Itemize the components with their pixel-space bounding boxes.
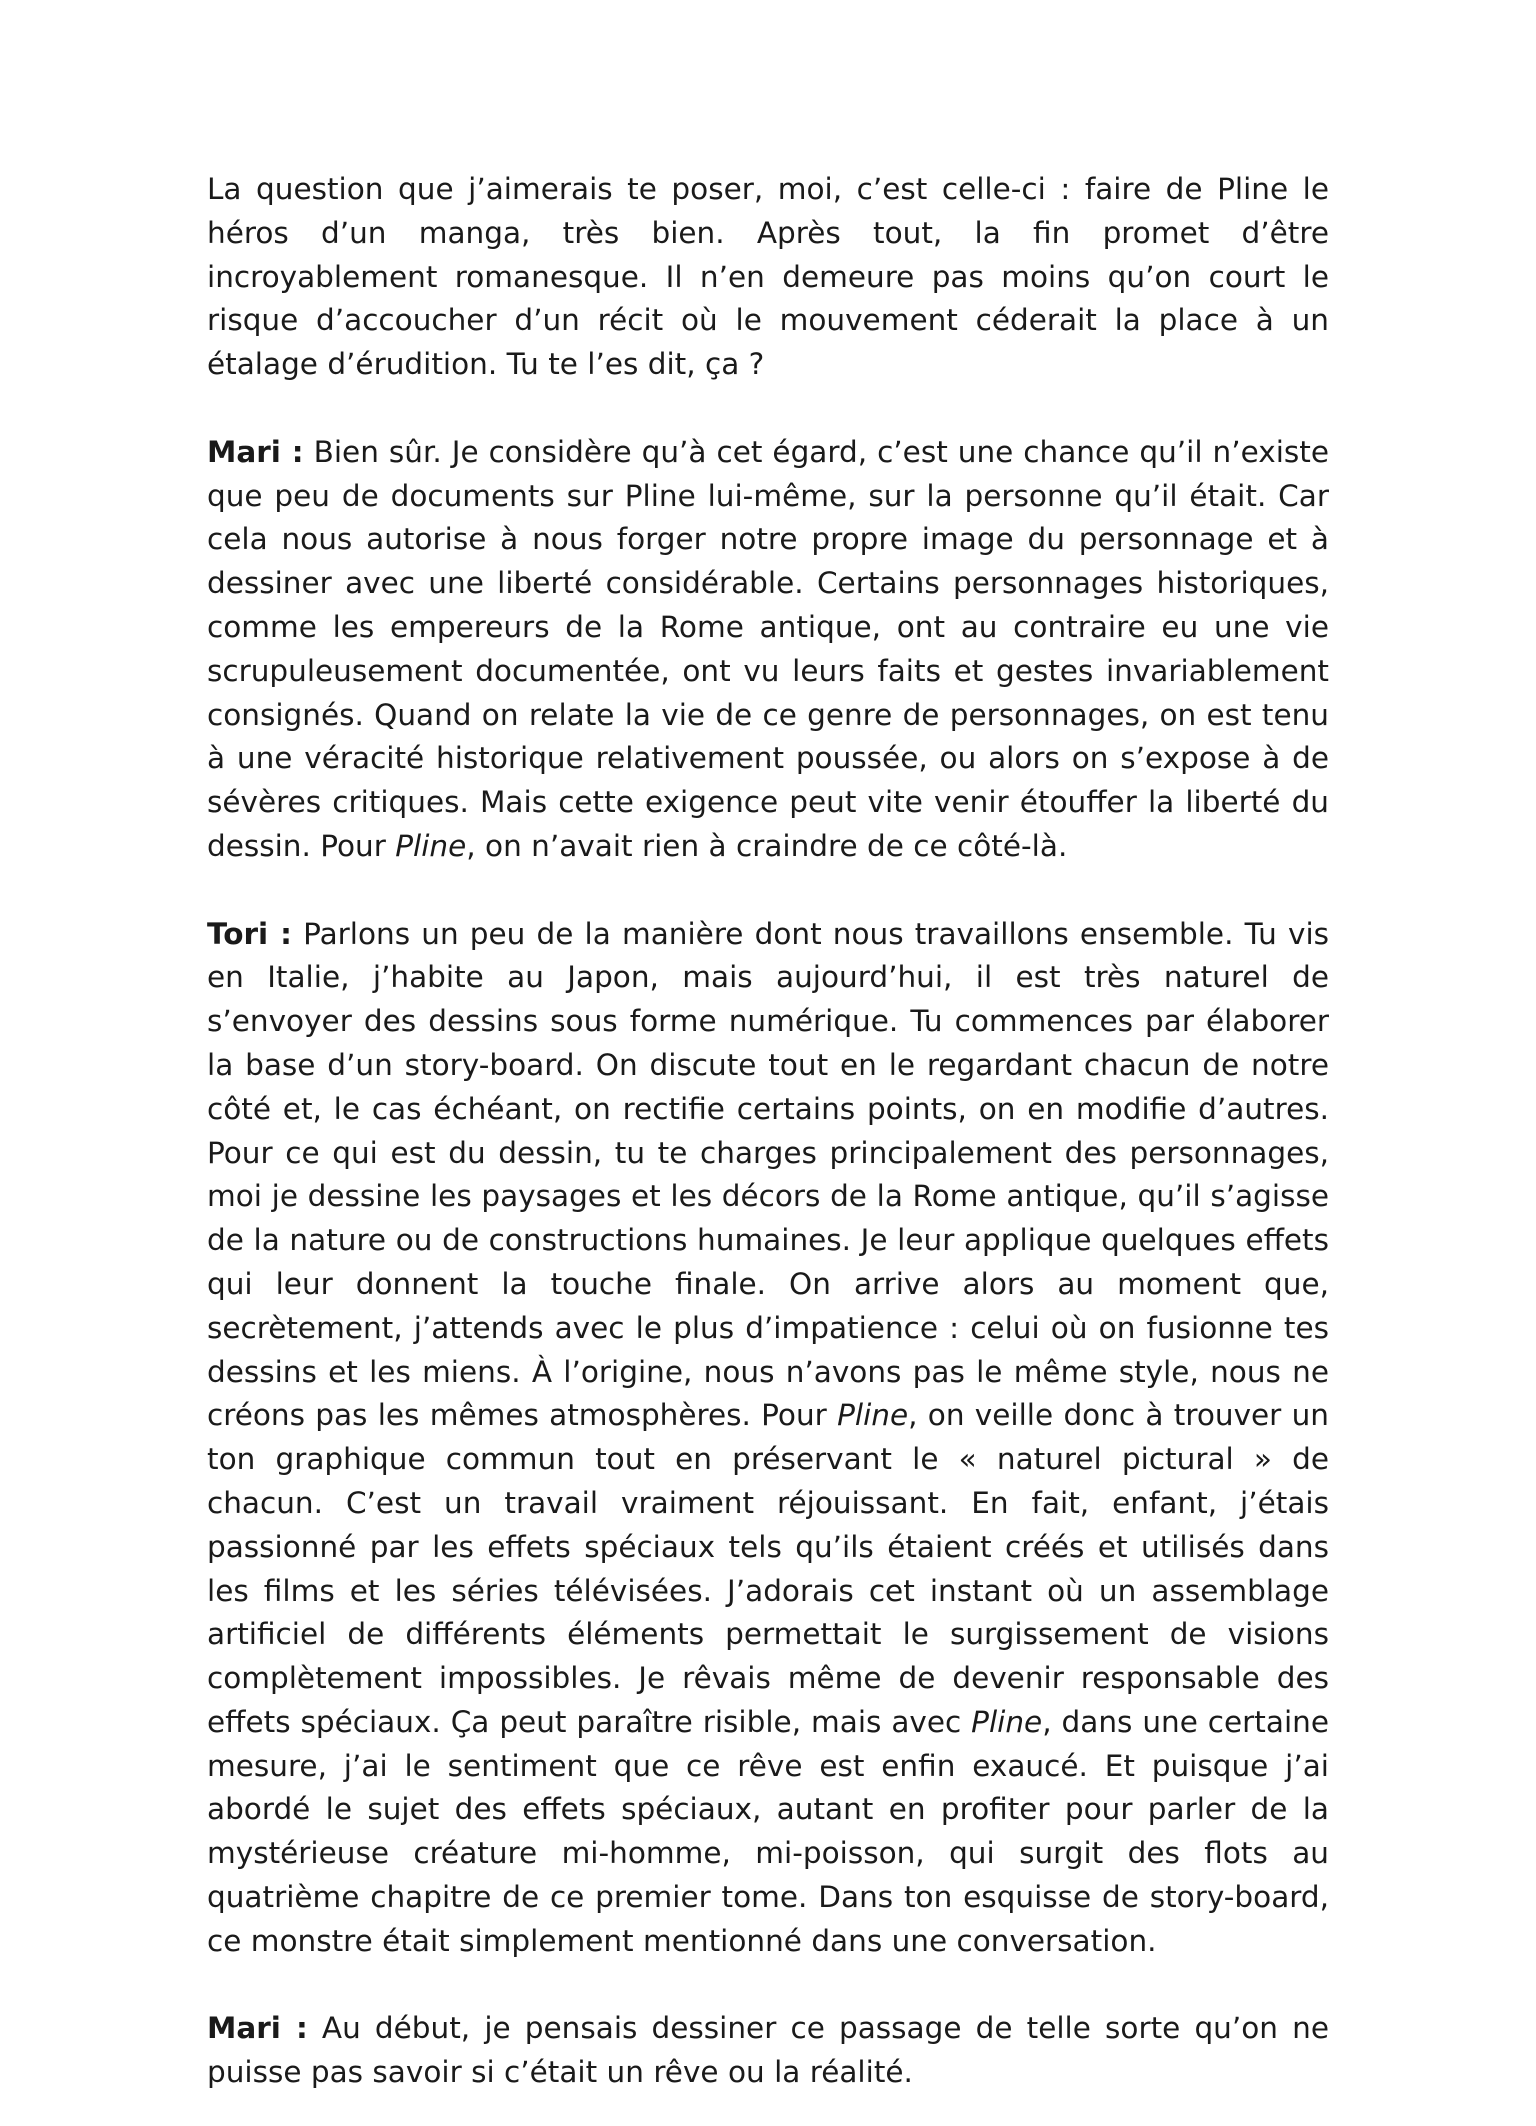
paragraph-intro-question [207, 168, 1329, 387]
title-italic: Pline [837, 1398, 909, 1433]
paragraph-mari-final [207, 2007, 1329, 2095]
document-page [207, 168, 1329, 2095]
paragraph-tori-answer [207, 913, 1329, 1964]
speaker-label: Mari : [207, 434, 304, 469]
paragraph-text: , dans une certaine mesure, j’ai le sentiment que ce rêve est enfin exaucé. Et puisque j’ai abordé le sujet des effets spéciaux, autant en profiter pour parler de la mystérieuse créature mi-homme, mi-poisson, qui surgit des flots au quatrième chapitre de ce premier tome. Dans ton esquisse de story-board, ce monstre était simplement mentionné dans une conversation. [207, 1704, 1329, 1958]
paragraph-text: , on n’avait rien à craindre de ce côté-là. [466, 828, 1068, 863]
speaker-label: Mari : [207, 2011, 308, 2046]
paragraph-text: Au début, je pensais dessiner ce passage de telle sorte qu’on ne puisse pas savoir si c’était un rêve ou la réalité. [207, 2011, 1329, 2090]
title-italic: Pline [971, 1704, 1043, 1739]
title-italic: Pline [395, 828, 467, 863]
paragraph-text: , on veille donc à trouver un ton graphique commun tout en préservant le « naturel pictural » de chacun. C’est un travail vraiment réjouissant. En fait, enfant, j’étais passionné par les effets spéciaux tels qu’ils étaient créés et utilisés dans les films et les séries télévisées. J’adorais cet instant où un assemblage artificiel de différents éléments permettait le surgissement de visions complètement impossibles. Je rêvais même de devenir responsable des effets spéciaux. Ça peut paraître risible, mais avec [207, 1398, 1329, 1739]
paragraph-text: La question que j’aimerais te poser, moi, c’est celle-ci : faire de Pline le héros d’un manga, très bien. Après tout, la fin promet d’être incroyablement romanesque. Il n’en demeure pas moins qu’on court le risque d’accoucher d’un récit où le mouvement céderait la place à un étalage d’érudition. Tu te l’es dit, ça ? [207, 172, 1329, 382]
speaker-label: Tori : [207, 916, 292, 951]
paragraph-text: Parlons un peu de la manière dont nous travaillons ensemble. Tu vis en Italie, j’habite au Japon, mais aujourd’hui, il est très naturel de s’envoyer des dessins sous forme numérique. Tu commences par élaborer la base d’un story-board. On discute tout en le regardant chacun de notre côté et, le cas échéant, on rectifie certains points, on en modifie d’autres. Pour ce qui est du dessin, tu te charges principalement des personnages, moi je dessine les paysages et les décors de la Rome antique, qu’il s’agisse de la nature ou de constructions humaines. Je leur applique quelques effets qui leur donnent la touche finale. On arrive alors au moment que, secrètement, j’attends avec le plus d’impatience : celui où on fusionne tes dessins et les miens. À l’origine, nous n’avons pas le même style, nous ne créons pas les mêmes atmosphères. Pour [207, 916, 1330, 1433]
paragraph-text: Bien sûr. Je considère qu’à cet égard, c’est une chance qu’il n’existe que peu de documents sur Pline lui-même, sur la personne qu’il était. Car cela nous autorise à nous forger notre propre image du personnage et à dessiner avec une liberté considérable. Certains personnages historiques, comme les empereurs de la Rome antique, ont au contraire eu une vie scrupuleusement documentée, ont vu leurs faits et gestes invariablement consignés. Quand on relate la vie de ce genre de personnages, on est tenu à une véracité historique relativement poussée, ou alors on s’expose à de sévères critiques. Mais cette exigence peut vite venir étouffer la liberté du dessin. Pour [207, 434, 1329, 863]
paragraph-mari-answer [207, 431, 1329, 869]
